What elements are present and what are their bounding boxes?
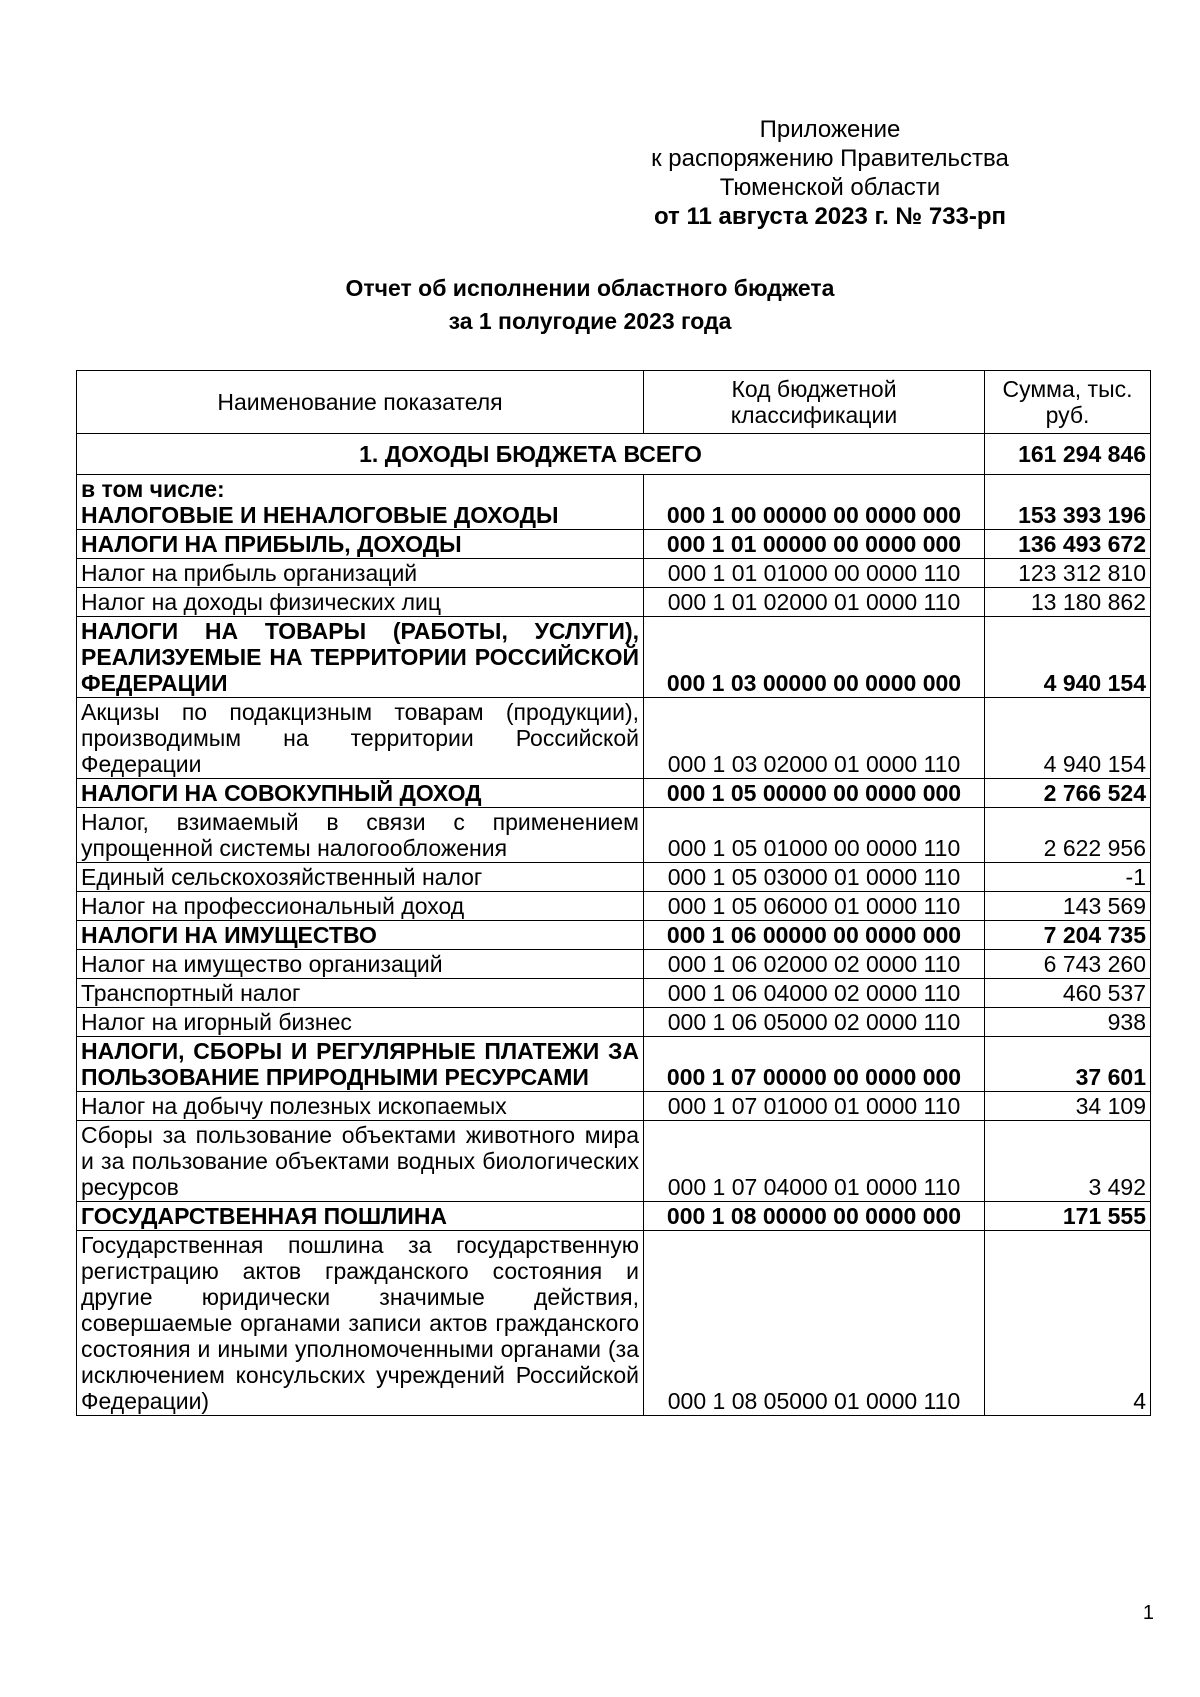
row-name: Единый сельскохозяйственный налог — [77, 863, 644, 892]
appendix-line-2: к распоряжению Правительства — [651, 145, 1009, 172]
appendix-line-1: Приложение — [759, 116, 901, 143]
row-code: 000 1 05 00000 00 0000 000 — [644, 779, 985, 808]
row-name: Государственная пошлина за государственную регистрацию актов гражданского состояния и другие юридически значимые действия, совершаемые органами записи актов гражданского состояния и иными уполномоченными органами (за исключением консульских учреждений Российской Федерации) — [77, 1231, 644, 1416]
table-row — [77, 1092, 1151, 1121]
appendix-block — [640, 115, 1020, 231]
table-row — [77, 1121, 1151, 1202]
row-code: 000 1 01 00000 00 0000 000 — [644, 530, 985, 559]
row-code: 000 1 07 00000 00 0000 000 — [644, 1037, 985, 1092]
total-label: 1. ДОХОДЫ БЮДЖЕТА ВСЕГО — [77, 434, 985, 475]
header-code: Код бюджетной классификации — [644, 371, 985, 434]
budget-table — [76, 370, 1151, 1416]
row-name: Налог на игорный бизнес — [77, 1008, 644, 1037]
table-row — [77, 698, 1151, 779]
row-name: Сборы за пользование объектами животного мира и за пользование объектами водных биологических ресурсов — [77, 1121, 644, 1202]
table-row — [77, 979, 1151, 1008]
table-row — [77, 779, 1151, 808]
row-code: 000 1 03 02000 01 0000 110 — [644, 698, 985, 779]
table-row — [77, 892, 1151, 921]
row-name-text: НАЛОГОВЫЕ И НЕНАЛОГОВЫЕ ДОХОДЫ — [81, 502, 559, 528]
table-row — [77, 617, 1151, 698]
row-name: НАЛОГИ НА СОВОКУПНЫЙ ДОХОД — [77, 779, 644, 808]
row-sum: 171 555 — [985, 1202, 1151, 1231]
row-sum: -1 — [985, 863, 1151, 892]
report-title-line-2: за 1 полугодие 2023 года — [448, 308, 732, 334]
page-number: 1 — [1142, 1602, 1154, 1624]
row-sum: 37 601 — [985, 1037, 1151, 1092]
row-name: Налог на имущество организаций — [77, 950, 644, 979]
total-row — [77, 434, 1151, 475]
table-row — [77, 559, 1151, 588]
row-name: Налог на добычу полезных ископаемых — [77, 1092, 644, 1121]
row-code: 000 1 07 01000 01 0000 110 — [644, 1092, 985, 1121]
row-sum: 4 940 154 — [985, 698, 1151, 779]
row-sum: 13 180 862 — [985, 588, 1151, 617]
table-row — [77, 1231, 1151, 1416]
row-name: НАЛОГИ НА ТОВАРЫ (РАБОТЫ, УСЛУГИ), РЕАЛИЗУЕМЫЕ НА ТЕРРИТОРИИ РОССИЙСКОЙ ФЕДЕРАЦИИ — [77, 617, 644, 698]
row-sum: 6 743 260 — [985, 950, 1151, 979]
appendix-date-number: от 11 августа 2023 г. № 733-рп — [653, 203, 1007, 230]
appendix-line-3: Тюменской области — [719, 174, 941, 201]
report-title — [260, 272, 920, 338]
row-sum: 4 — [985, 1231, 1151, 1416]
header-sum: Сумма, тыс. руб. — [985, 371, 1151, 434]
row-sum: 2 622 956 — [985, 808, 1151, 863]
row-code: 000 1 03 00000 00 0000 000 — [644, 617, 985, 698]
row-code: 000 1 06 00000 00 0000 000 — [644, 921, 985, 950]
table-row — [77, 863, 1151, 892]
row-name: НАЛОГИ НА ПРИБЫЛЬ, ДОХОДЫ — [77, 530, 644, 559]
table-row — [77, 1008, 1151, 1037]
row-sum: 136 493 672 — [985, 530, 1151, 559]
total-sum: 161 294 846 — [985, 434, 1151, 475]
table-row — [77, 1202, 1151, 1231]
row-sum: 153 393 196 — [985, 475, 1151, 530]
table-row — [77, 475, 1151, 530]
in-including-label: в том числе: — [81, 476, 225, 502]
table-row — [77, 588, 1151, 617]
row-name: Транспортный налог — [77, 979, 644, 1008]
row-code: 000 1 05 03000 01 0000 110 — [644, 863, 985, 892]
row-code: 000 1 06 04000 02 0000 110 — [644, 979, 985, 1008]
row-name: Налог, взимаемый в связи с применением упрощенной системы налогообложения — [77, 808, 644, 863]
table-row — [77, 1037, 1151, 1092]
header-name: Наименование показателя — [77, 371, 644, 434]
table-row — [77, 530, 1151, 559]
row-sum: 3 492 — [985, 1121, 1151, 1202]
row-name: НАЛОГИ, СБОРЫ И РЕГУЛЯРНЫЕ ПЛАТЕЖИ ЗА ПОЛЬЗОВАНИЕ ПРИРОДНЫМИ РЕСУРСАМИ — [77, 1037, 644, 1092]
row-name: Налог на профессиональный доход — [77, 892, 644, 921]
row-name: НАЛОГИ НА ИМУЩЕСТВО — [77, 921, 644, 950]
row-name: Налог на доходы физических лиц — [77, 588, 644, 617]
row-code: 000 1 08 05000 01 0000 110 — [644, 1231, 985, 1416]
row-sum: 123 312 810 — [985, 559, 1151, 588]
table-row — [77, 921, 1151, 950]
table-header-row — [77, 371, 1151, 434]
row-sum: 4 940 154 — [985, 617, 1151, 698]
row-sum: 34 109 — [985, 1092, 1151, 1121]
row-sum: 143 569 — [985, 892, 1151, 921]
row-code: 000 1 01 02000 01 0000 110 — [644, 588, 985, 617]
row-sum: 460 537 — [985, 979, 1151, 1008]
row-sum: 938 — [985, 1008, 1151, 1037]
row-code: 000 1 06 05000 02 0000 110 — [644, 1008, 985, 1037]
row-code: 000 1 05 01000 00 0000 110 — [644, 808, 985, 863]
row-sum: 7 204 735 — [985, 921, 1151, 950]
row-code: 000 1 05 06000 01 0000 110 — [644, 892, 985, 921]
table-row — [77, 808, 1151, 863]
row-sum: 2 766 524 — [985, 779, 1151, 808]
row-name: Акцизы по подакцизным товарам (продукции), производимым на территории Российской Федерации — [77, 698, 644, 779]
table-row — [77, 950, 1151, 979]
row-code: 000 1 00 00000 00 0000 000 — [644, 475, 985, 530]
report-title-line-1: Отчет об исполнении областного бюджета — [345, 275, 835, 301]
row-code: 000 1 01 01000 00 0000 110 — [644, 559, 985, 588]
row-code: 000 1 07 04000 01 0000 110 — [644, 1121, 985, 1202]
row-name: ГОСУДАРСТВЕННАЯ ПОШЛИНА — [77, 1202, 644, 1231]
row-code: 000 1 08 00000 00 0000 000 — [644, 1202, 985, 1231]
row-name: Налог на прибыль организаций — [77, 559, 644, 588]
row-name — [77, 475, 644, 530]
row-code: 000 1 06 02000 02 0000 110 — [644, 950, 985, 979]
